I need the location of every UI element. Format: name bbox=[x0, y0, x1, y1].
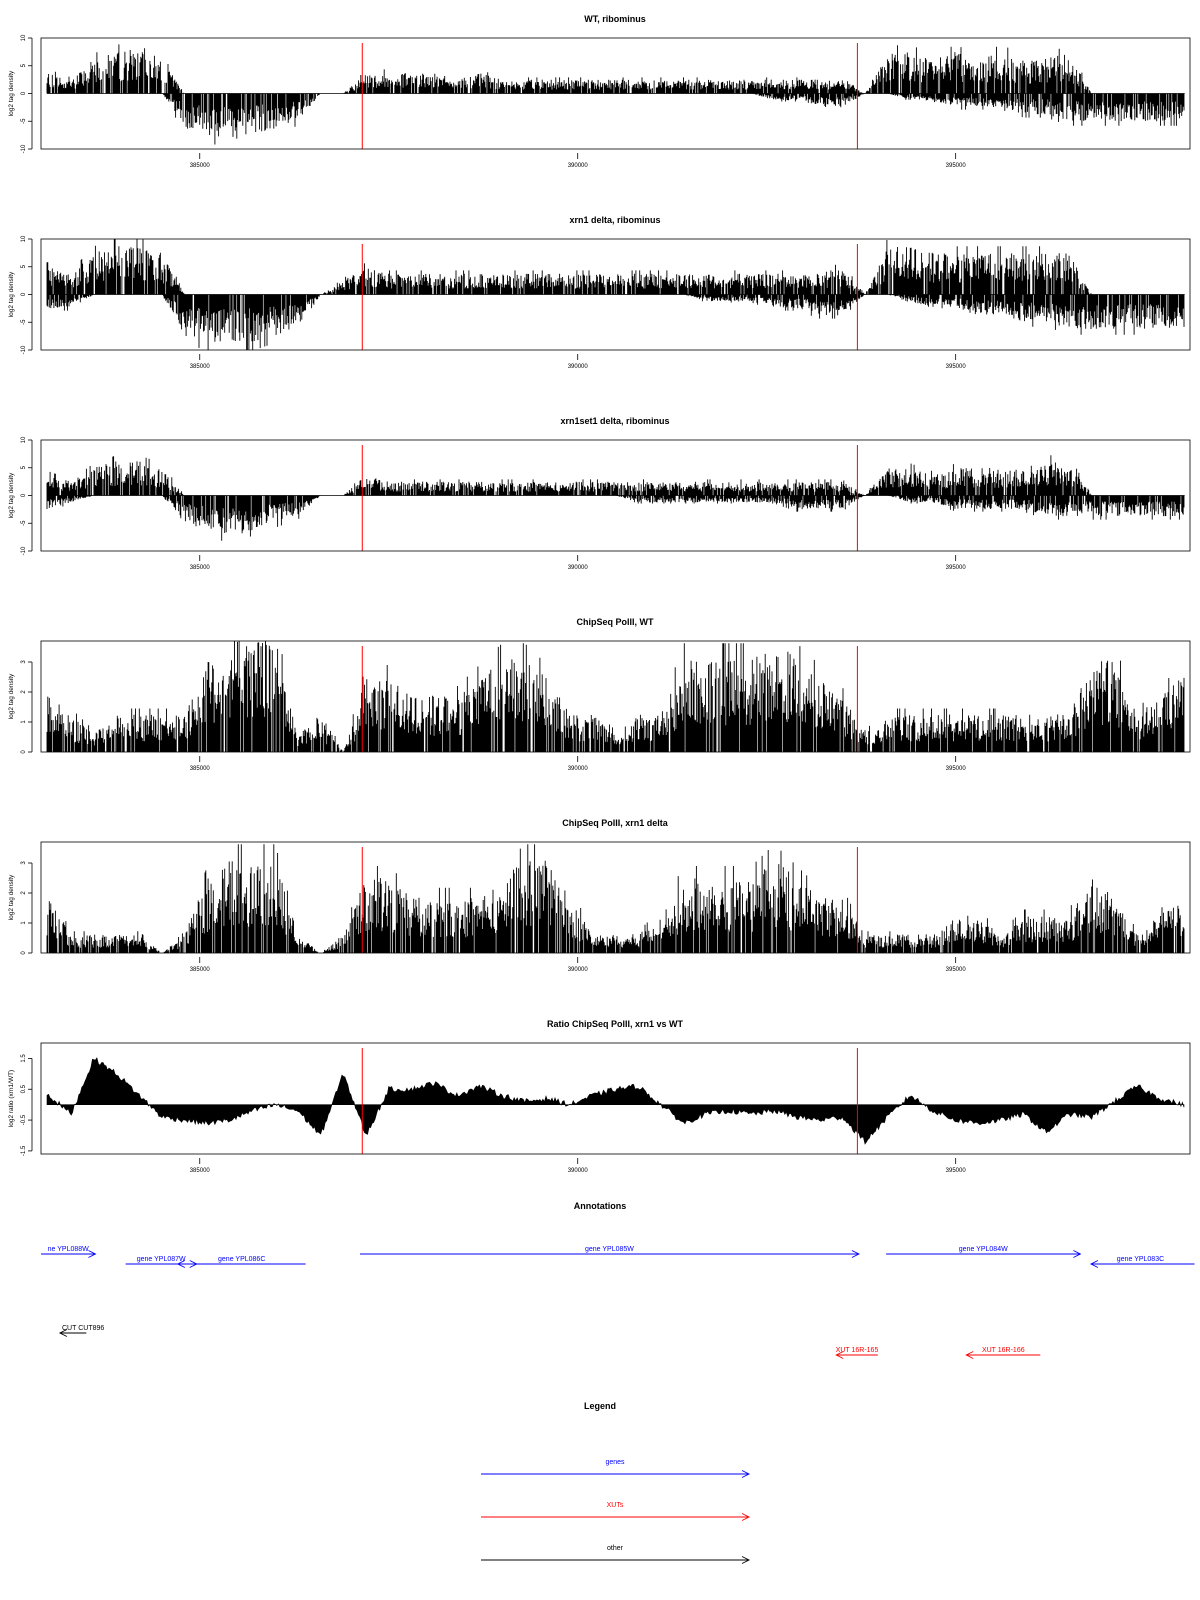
y-tick-label: 2 bbox=[21, 690, 27, 694]
series-bars-2 bbox=[163, 94, 1184, 145]
gene-label: gene YPL086C bbox=[218, 1256, 266, 1263]
y-tick-label: -10 bbox=[21, 345, 27, 355]
x-tick-label: 390000 bbox=[567, 1168, 588, 1174]
x-tick-label: 385000 bbox=[189, 1168, 210, 1174]
x-tick-label: 390000 bbox=[567, 967, 588, 973]
y-tick-label: 0 bbox=[21, 951, 27, 955]
legend-item-label: other bbox=[607, 1545, 623, 1552]
gene-label: gene YPL085W bbox=[584, 1246, 634, 1253]
series-bars-1 bbox=[47, 844, 1184, 953]
panel-title: ChipSeq PolII, xrn1 delta bbox=[562, 818, 668, 828]
y-tick-label: 5 bbox=[21, 64, 27, 68]
y-tick-label: 5 bbox=[21, 265, 27, 269]
annotations-title: Annotations bbox=[573, 1201, 627, 1211]
series-bars-2 bbox=[47, 295, 1184, 351]
panel-title: ChipSeq PolII, WT bbox=[576, 617, 654, 627]
legend-item-label: genes bbox=[605, 1459, 625, 1466]
panel-5 bbox=[8, 818, 1190, 973]
y-tick-label: -10 bbox=[21, 144, 27, 154]
track-data bbox=[47, 239, 1185, 350]
series-bars-2 bbox=[47, 496, 1184, 541]
legend bbox=[481, 1459, 749, 1564]
y-tick-label: 3 bbox=[21, 861, 27, 865]
panel-1 bbox=[8, 14, 1190, 169]
panel-6 bbox=[8, 1019, 1190, 1174]
legend-item bbox=[481, 1459, 749, 1478]
y-tick-label: 3 bbox=[21, 660, 27, 664]
series-bars-1 bbox=[47, 641, 1184, 752]
gene-label: gene YPL087W bbox=[136, 1256, 186, 1263]
x-tick-label: 395000 bbox=[945, 766, 966, 772]
x-tick-label: 390000 bbox=[567, 163, 588, 169]
series-area bbox=[47, 1058, 1184, 1144]
other-label: CUT CUT896 bbox=[62, 1325, 105, 1332]
y-tick-label: -5 bbox=[21, 520, 27, 526]
y-axis-label: log2 ratio (xrn1/WT) bbox=[8, 1069, 15, 1128]
gene-label: ne YPL088W bbox=[47, 1246, 89, 1253]
track-data bbox=[47, 1058, 1184, 1144]
y-tick-label: 5 bbox=[21, 466, 27, 470]
x-tick-label: 385000 bbox=[189, 364, 210, 370]
x-tick-label: 385000 bbox=[189, 163, 210, 169]
y-tick-label: 1 bbox=[21, 720, 27, 724]
panel-title: xrn1set1 delta, ribominus bbox=[560, 416, 670, 426]
panel-title: Ratio ChipSeq PolII, xrn1 vs WT bbox=[546, 1019, 684, 1029]
y-tick-label: 0 bbox=[21, 493, 27, 498]
track-data bbox=[47, 844, 1184, 953]
x-tick-label: 390000 bbox=[567, 565, 588, 571]
y-tick-label: -5 bbox=[21, 118, 27, 124]
y-tick-label: -5 bbox=[21, 319, 27, 325]
y-tick-label: 10 bbox=[21, 436, 27, 444]
track-data bbox=[47, 44, 1185, 144]
y-tick-label: -0.5 bbox=[21, 1114, 27, 1126]
panel-title: xrn1 delta, ribominus bbox=[569, 215, 661, 225]
y-tick-label: 0 bbox=[21, 91, 27, 96]
x-tick-label: 385000 bbox=[189, 565, 210, 571]
series-bars-1 bbox=[47, 455, 1091, 495]
series-bars-1 bbox=[47, 44, 1090, 93]
gene-label: gene YPL083C bbox=[1116, 1256, 1165, 1263]
x-tick-label: 390000 bbox=[567, 364, 588, 370]
y-tick-label: 1 bbox=[21, 921, 27, 925]
x-tick-label: 385000 bbox=[189, 766, 210, 772]
y-axis-label: log2 tag density bbox=[8, 673, 15, 720]
x-tick-label: 395000 bbox=[945, 565, 966, 571]
panel-3 bbox=[8, 416, 1190, 571]
y-axis-label: log2 tag density bbox=[8, 70, 15, 117]
y-tick-label: 10 bbox=[21, 34, 27, 42]
y-tick-label: -1.5 bbox=[21, 1145, 27, 1157]
x-tick-label: 395000 bbox=[945, 163, 966, 169]
xut-label: XUT 16R-165 bbox=[835, 1347, 879, 1354]
track-panels bbox=[8, 14, 1190, 1174]
y-axis-label: log2 tag density bbox=[8, 472, 15, 519]
y-axis-label: log2 tag density bbox=[8, 874, 15, 921]
panel-4 bbox=[8, 617, 1190, 772]
x-tick-label: 395000 bbox=[945, 1168, 966, 1174]
legend-title: Legend bbox=[583, 1401, 617, 1411]
y-tick-label: 0 bbox=[21, 292, 27, 297]
legend-item bbox=[481, 1545, 749, 1564]
x-tick-label: 390000 bbox=[567, 766, 588, 772]
x-tick-label: 395000 bbox=[945, 967, 966, 973]
y-tick-label: 1.5 bbox=[21, 1054, 27, 1063]
panel-2 bbox=[8, 215, 1190, 370]
track-data bbox=[47, 641, 1184, 752]
xut-label: XUT 16R-166 bbox=[981, 1347, 1025, 1354]
gene-label: gene YPL084W bbox=[958, 1246, 1008, 1253]
annotation-track bbox=[41, 1246, 1195, 1359]
y-axis-label: log2 tag density bbox=[8, 271, 15, 318]
panel-title: WT, ribominus bbox=[584, 14, 646, 24]
legend-item bbox=[481, 1502, 749, 1521]
y-tick-label: -10 bbox=[21, 546, 27, 556]
x-tick-label: 395000 bbox=[945, 364, 966, 370]
series-bars-1 bbox=[47, 239, 1091, 295]
x-tick-label: 385000 bbox=[189, 967, 210, 973]
y-tick-label: 0.5 bbox=[21, 1085, 27, 1094]
y-tick-label: 2 bbox=[21, 891, 27, 895]
y-tick-label: 0 bbox=[21, 750, 27, 754]
legend-item-label: XUTs bbox=[606, 1502, 624, 1509]
track-data bbox=[47, 455, 1185, 541]
y-tick-label: 10 bbox=[21, 235, 27, 243]
